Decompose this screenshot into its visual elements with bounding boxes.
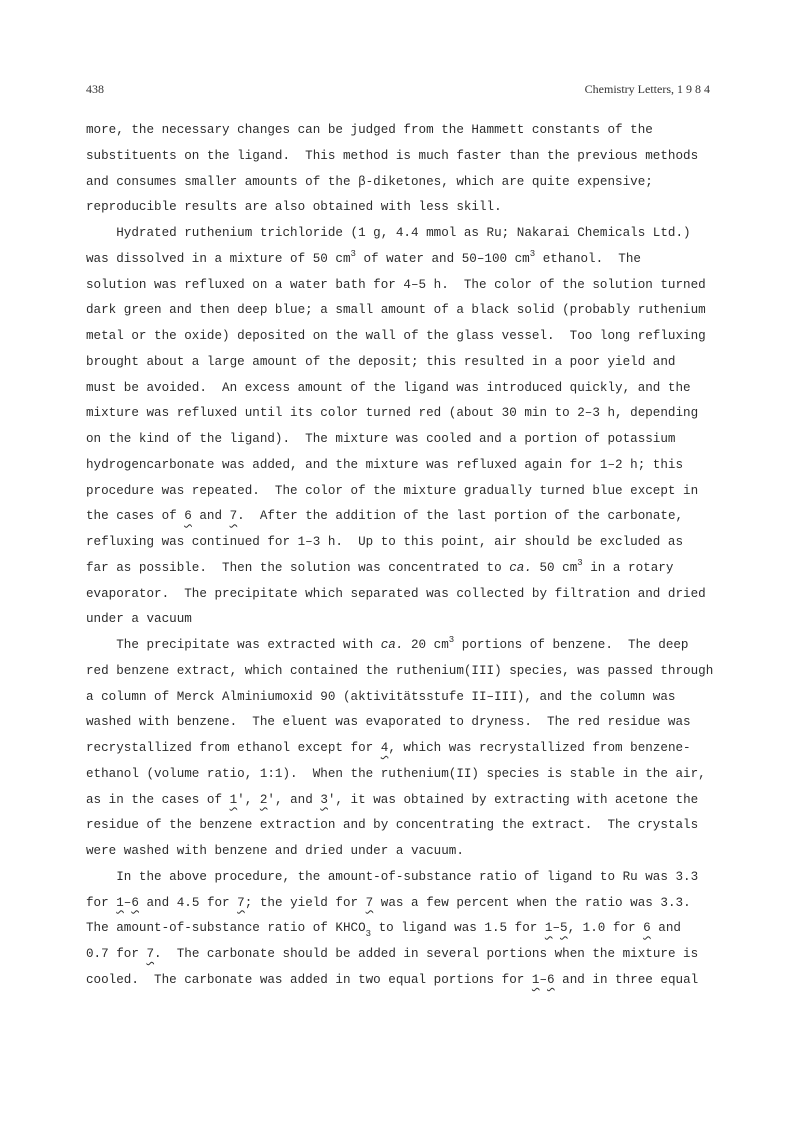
text-line: for 1–6 and 4.5 for 7; the yield for 7 was a few percent when the ratio was 3.3. <box>86 895 691 910</box>
text-line: washed with benzene. The eluent was evaporated to dryness. The red residue was <box>86 715 691 730</box>
text-line: Hydrated ruthenium trichloride (1 g, 4.4 mmol as Ru; Nakarai Chemicals Ltd.) <box>86 226 691 240</box>
text-line: more, the necessary changes can be judged from the Hammett constants of the <box>86 123 653 137</box>
compound-number: 1 <box>531 972 540 987</box>
compound-number: 7 <box>365 895 374 910</box>
text-line: recrystallized from ethanol except for 4, which was recrystallized from benzene- <box>86 741 691 755</box>
text-line: hydrogencarbonate was added, and the mixture was refluxed again for 1–2 h; this <box>86 457 684 472</box>
text-line: residue of the benzene extraction and by concentrating the extract. The crystals <box>86 818 699 833</box>
text-line: solution was refluxed on a water bath for 4–5 h. The color of the solution turned <box>86 277 706 292</box>
compound-number: 2 <box>259 792 268 807</box>
text-line: must be avoided. An excess amount of the ligand was introduced quickly, and the <box>86 380 691 395</box>
compound-number: 3 <box>320 792 328 807</box>
text-line: was dissolved in a mixture of 50 $cm^3$ of water and 50–100 $cm^3$ ethanol. The <box>86 248 641 266</box>
text-line: far as possible. Then the solution was concentrated to ca. 50 $cm^3$ in a rotary <box>86 557 674 575</box>
text-line: and consumes smaller amounts of the β-diketones, which are quite expensive; <box>86 174 653 189</box>
compound-number: 6 <box>184 509 192 524</box>
compound-number: 7 <box>237 895 245 910</box>
compound-number: 5 <box>560 921 568 936</box>
text-line: red benzene extract, which contained the ruthenium(III) species, was passed through <box>86 663 714 678</box>
text-line: procedure was repeated. The color of the mixture gradually turned blue except in <box>86 483 699 498</box>
text-line: brought about a large amount of the deposit; this resulted in a poor yield and <box>86 354 676 369</box>
text-line: as in the cases of 1', 2', and 3', it was obtained by extracting with acetone the <box>86 792 699 807</box>
compound-number: 7 <box>146 947 155 961</box>
text-line: 0.7 for 7. The carbonate should be added in several portions when the mixture is <box>86 947 699 961</box>
compound-number: 7 <box>229 509 238 524</box>
compound-number: 1 <box>544 921 553 936</box>
text-line: dark green and then deep blue; a small amount of a black solid (probably ruthenium <box>86 303 706 318</box>
text-line: a column of Merck Alminiumoxid 90 (aktivitätsstufe II–III), and the column was <box>86 689 676 704</box>
compound-number: 1 <box>229 792 238 807</box>
text-line: reproducible results are also obtained with less skill. <box>86 200 502 215</box>
text-line: evaporator. The precipitate which separated was collected by filtration and dried <box>86 586 706 601</box>
compound-number: 6 <box>131 895 139 910</box>
article-body <box>86 118 726 994</box>
text-line: on the kind of the ligand). The mixture was cooled and a portion of potassium <box>86 432 676 446</box>
text-line: In the above procedure, the amount-of-substance ratio of ligand to Ru was 3.3 <box>86 869 699 884</box>
text-line: refluxing was continued for 1–3 h. Up to this point, air should be excluded as <box>86 535 684 549</box>
text-line: The precipitate was extracted with ca. 20 $cm^3$ portions of benzene. The deep <box>86 634 689 652</box>
compound-number: 6 <box>643 921 651 936</box>
text-line: under a vacuum <box>86 612 192 627</box>
text-line: cooled. The carbonate was added in two equal portions for 1–6 and in three equal <box>86 972 699 987</box>
compound-number: 1 <box>116 895 124 910</box>
text-line: were washed with benzene and dried under a vacuum. <box>86 844 464 858</box>
compound-number: 6 <box>547 972 555 987</box>
text-line: mixture was refluxed until its color turned red (about 30 min to 2–3 h, depending <box>86 406 699 421</box>
text-line: The amount-of-substance ratio of $KHCO_3$ to ligand was 1.5 for 1–5, 1.0 for 6 and <box>86 921 681 939</box>
text-line: substituents on the ligand. This method is much faster than the previous methods <box>86 148 699 163</box>
text-line: metal or the oxide) deposited on the wall of the glass vessel. Too long refluxing <box>86 329 706 343</box>
page-number: 438 <box>86 82 104 96</box>
compound-number: 4 <box>380 741 389 755</box>
journal-name: Chemistry Letters, 1 9 8 4 <box>584 82 710 96</box>
text-line: the cases of 6 and 7. After the addition of the last portion of the carbonate, <box>86 509 684 524</box>
text-line: ethanol (volume ratio, 1:1). When the ruthenium(II) species is stable in the air, <box>86 766 706 781</box>
